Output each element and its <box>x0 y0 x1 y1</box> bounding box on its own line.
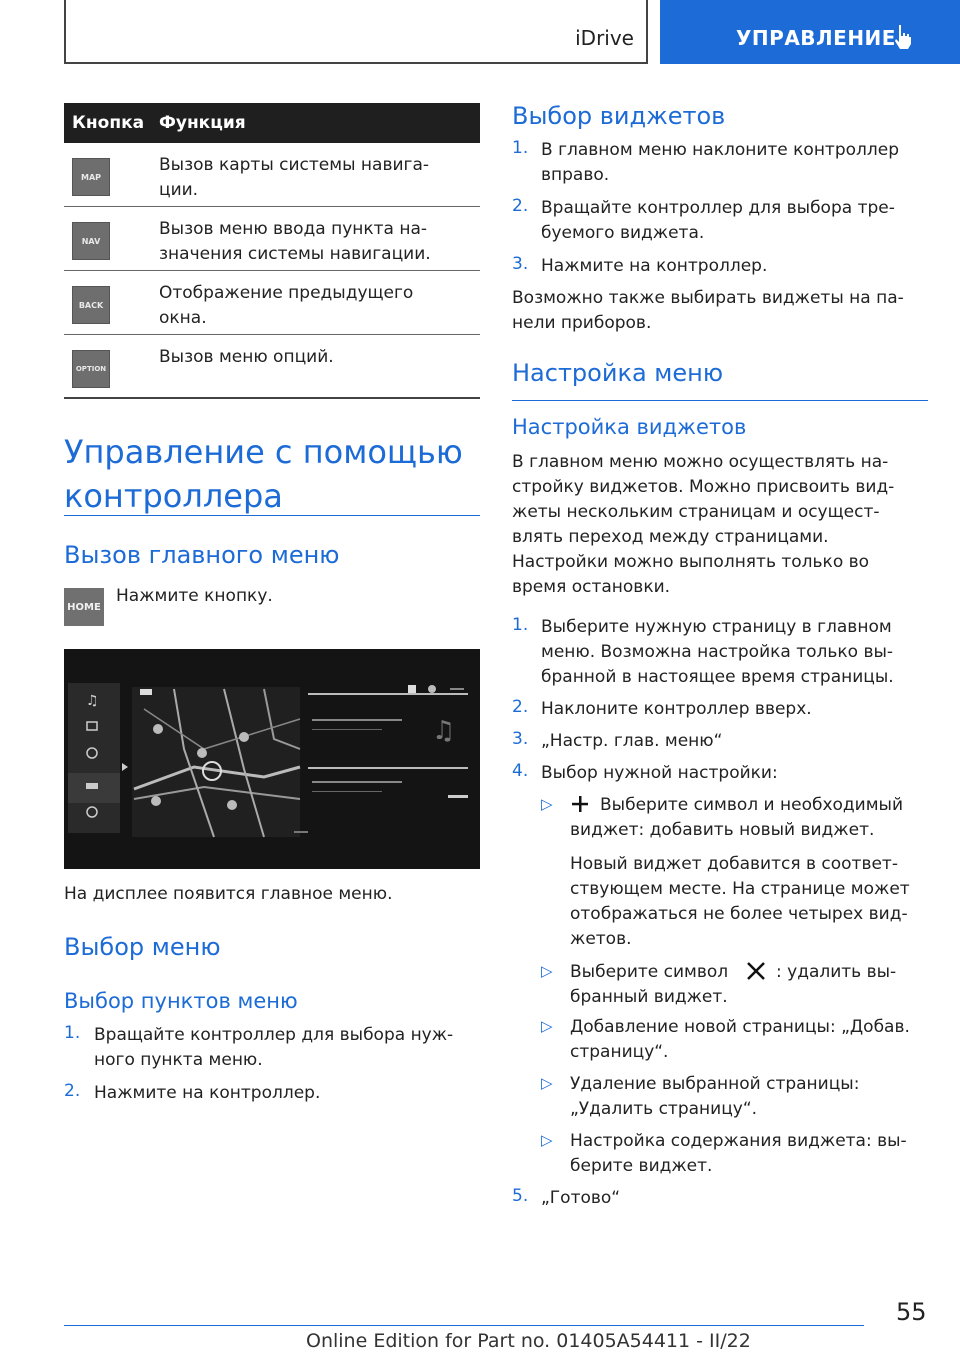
heading-select-items: Выбор пунктов меню <box>64 989 298 1013</box>
button-function-table <box>64 103 480 399</box>
step-line: меню. Возможна настройка только вы- <box>541 642 894 662</box>
step-number: 5. <box>512 1186 529 1206</box>
footer-divider <box>64 1325 864 1326</box>
bullet-text: Выберите символ и необходимый <box>600 795 904 815</box>
heading-controller <box>64 430 463 518</box>
step-number: 1. <box>512 138 529 158</box>
press-button-text: Нажмите кнопку. <box>116 586 273 606</box>
paragraph-line: Настройки можно выполнять только во <box>512 552 870 572</box>
step-number: 3. <box>512 729 529 749</box>
table-row <box>64 335 480 399</box>
bullet-text <box>570 1129 907 1179</box>
bullet-text: виджет: добавить новый виджет. <box>570 820 875 840</box>
bullet-arrow: ▷ <box>541 1131 553 1149</box>
main-menu-illustration <box>64 649 480 869</box>
footer-edition: Online Edition for Part no. 01405A54411 - II/22 <box>306 1330 751 1352</box>
heading-line: Управление с помощью <box>64 433 463 471</box>
bullet-arrow: ▷ <box>541 962 553 980</box>
paragraph-line: В главном меню можно осуществлять на- <box>512 452 889 472</box>
paragraph-line: стройку виджетов. Можно присвоить вид- <box>512 477 895 497</box>
header-section-title: iDrive <box>575 26 634 50</box>
step-text: „Готово“ <box>541 1188 621 1208</box>
main-menu-caption: На дисплее появится главное меню. <box>64 884 393 904</box>
header-chapter-tab <box>660 0 960 64</box>
step-text <box>541 196 895 246</box>
bullet-line: Настройка содержания виджета: вы- <box>570 1131 907 1151</box>
note-line: жетов. <box>570 929 632 949</box>
table-header <box>64 103 480 143</box>
heading-setup-widgets: Настройка виджетов <box>512 415 747 439</box>
step-number: 1. <box>64 1023 81 1043</box>
table-row <box>64 207 480 271</box>
paragraph-line: время остановки. <box>512 577 671 597</box>
section-divider <box>64 515 480 516</box>
paragraph-line: нели приборов. <box>512 313 652 333</box>
step-line: вправо. <box>541 165 610 185</box>
map-button-image: MAP <box>72 158 110 196</box>
bullet-text <box>570 1072 859 1122</box>
bullet-text: Выберите символ <box>570 962 729 982</box>
main-menu-screenshot <box>64 649 480 869</box>
svg-text:♫: ♫ <box>432 716 456 746</box>
heading-main-menu: Вызов главного меню <box>64 541 340 569</box>
table-cell-function: Вызов меню ввода пункта на- значения системы навигации. <box>159 219 431 264</box>
paragraph-line: жеты нескольким страницам и осущест- <box>512 502 880 522</box>
table-cell-function: Вызов меню опций. <box>159 347 334 367</box>
bullet-text: бранный виджет. <box>570 987 728 1007</box>
table-cell-function: Вызов карты системы навига- ции. <box>159 155 429 200</box>
close-icon <box>745 960 767 982</box>
step-number: 2. <box>64 1081 81 1101</box>
step-line: бранной в настоящее время страницы. <box>541 667 894 687</box>
step-text: Выбор нужной настройки: <box>541 763 778 783</box>
step-text <box>94 1023 453 1073</box>
bullet-line: берите виджет. <box>570 1156 713 1176</box>
heading-select-menu: Выбор меню <box>64 933 221 961</box>
paragraph-setup <box>512 450 894 600</box>
table-col-function: Функция <box>159 113 246 133</box>
nav-button-image: NAV <box>72 222 110 260</box>
bullet-line: Удаление выбранной страницы: <box>570 1074 860 1094</box>
bullet-text <box>570 1015 910 1065</box>
step-number: 1. <box>512 615 529 635</box>
page-number: 55 <box>896 1298 927 1326</box>
bullet-note <box>570 852 910 952</box>
step-number: 4. <box>512 761 529 781</box>
header-section-box <box>64 0 648 64</box>
step-number: 3. <box>512 254 529 274</box>
step-text <box>541 138 899 188</box>
bullet-line: страницу“. <box>570 1042 669 1062</box>
step-text: Нажмите на контроллер. <box>541 256 768 276</box>
step-text <box>541 615 894 690</box>
table-row <box>64 143 480 207</box>
paragraph-line: Возможно также выбирать виджеты на па- <box>512 288 904 308</box>
bullet-arrow: ▷ <box>541 795 553 813</box>
step-line: В главном меню наклоните контроллер <box>541 140 900 160</box>
bullet-arrow: ▷ <box>541 1017 553 1035</box>
table-cell-function: Отображение предыдущего окна. <box>159 283 414 328</box>
heading-setup-menu: Настройка меню <box>512 359 724 387</box>
note-line: отображаться не более четырех вид- <box>570 904 908 924</box>
step-number: 2. <box>512 196 529 216</box>
table-col-button: Кнопка <box>72 113 145 133</box>
step-number: 2. <box>512 697 529 717</box>
back-button-image: BACK <box>72 286 110 324</box>
step-text: Нажмите на контроллер. <box>94 1083 321 1103</box>
step-text: „Настр. глав. меню“ <box>541 731 723 751</box>
step-line: Вращайте контроллер для выбора тре- <box>541 198 895 218</box>
section-divider <box>512 400 928 401</box>
step-line: ного пункта меню. <box>94 1050 263 1070</box>
step-line: буемого виджета. <box>541 223 705 243</box>
step-line: Выберите нужную страницу в главном <box>541 617 892 637</box>
note-line: ствующем месте. На странице может <box>570 879 910 899</box>
table-row <box>64 271 480 335</box>
svg-text:♫: ♫ <box>86 693 99 709</box>
bullet-line: Добавление новой страницы: „Добав. <box>570 1017 910 1037</box>
paragraph-dashboard <box>512 286 904 336</box>
heading-line: контроллера <box>64 477 283 515</box>
bullet-line: „Удалить страницу“. <box>570 1099 758 1119</box>
plus-icon <box>571 795 589 813</box>
bullet-text: : удалить вы- <box>776 962 897 982</box>
hand-pointer-icon <box>892 24 914 50</box>
header-chapter-title: УПРАВЛЕНИЕ <box>736 26 896 50</box>
step-line: Вращайте контроллер для выбора нуж- <box>94 1025 454 1045</box>
bullet-arrow: ▷ <box>541 1074 553 1092</box>
paragraph-line: влять переход между страницами. <box>512 527 829 547</box>
heading-select-widgets: Выбор виджетов <box>512 102 726 130</box>
step-text: Наклоните контроллер вверх. <box>541 699 812 719</box>
note-line: Новый виджет добавится в соответ- <box>570 854 898 874</box>
option-button-image: OPTION <box>72 350 110 388</box>
home-button-image: HOME <box>64 588 104 626</box>
